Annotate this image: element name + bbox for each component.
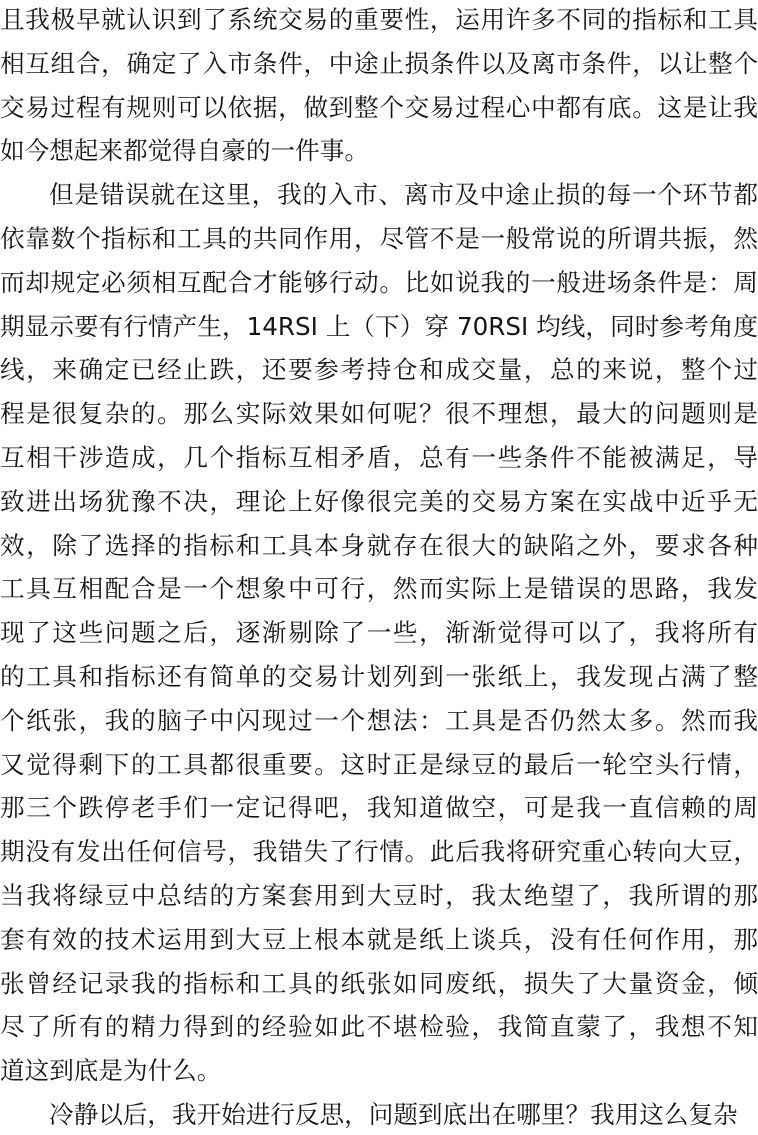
text-line: 套有效的技术运用到大豆上根本就是纸上谈兵，没有任何作用，那 [0, 924, 758, 954]
text-line: 但是错误就在这里，我的入市、离市及中途止损的每一个环节都 [49, 180, 758, 210]
text-line: 线，来确定已经止跌，还要参考持仓和成交量，总的来说，整个过 [0, 355, 758, 385]
text-line: 依靠数个指标和工具的共同作用，尽管不是一般常说的所谓共振，然 [0, 224, 758, 253]
text-line: 道这到底是为什么。 [0, 1056, 222, 1086]
text-line: 当我将绿豆中总结的方案套用到大豆时，我太绝望了，我所谓的那 [0, 881, 758, 910]
text-line: 效，除了选择的指标和工具本身就存在很大的缺陷之外，要求各种 [0, 530, 758, 560]
text-line: 那三个跌停老手们一定记得吧，我知道做空，可是我一直信赖的周 [0, 793, 758, 823]
text-line: 工具互相配合是一个想象中可行，然而实际上是错误的思路，我发 [0, 574, 758, 604]
text-line: 个纸张，我的脑子中闪现过一个想法：工具是否仍然太多。然而我 [0, 705, 758, 735]
text-line: 致进出场犹豫不决，理论上好像很完美的交易方案在实战中近乎无 [0, 486, 758, 516]
text-line: 且我极早就认识到了系统交易的重要性，运用许多不同的指标和工具 [0, 5, 758, 34]
text-line: 的工具和指标还有简单的交易计划列到一张纸上，我发现占满了整 [0, 662, 758, 691]
text-line: 期显示要有行情产生，14RSI 上（下）穿 70RSI 均线，同时参考角度 [0, 311, 758, 341]
text-line: 尽了所有的精力得到的经验如此不堪检验，我简直蒙了，我想不知 [0, 1012, 758, 1042]
text-line: 相互组合，确定了入市条件，中途止损条件以及离市条件，以让整个 [0, 48, 758, 78]
text-line: 期没有发出任何信号，我错失了行情。此后我将研究重心转向大豆， [0, 837, 758, 867]
text-line: 又觉得剩下的工具都很重要。这时正是绿豆的最后一轮空头行情， [0, 749, 758, 779]
text-line: 张曾经记录我的指标和工具的纸张如同废纸，损失了大量资金，倾 [0, 968, 758, 998]
text-line: 交易过程有规则可以依据，做到整个交易过程心中都有底。这是让我 [0, 92, 758, 122]
text-line: 如今想起来都觉得自豪的一件事。 [0, 136, 369, 166]
text-line: 而却规定必须相互配合才能够行动。比如说我的一般进场条件是：周 [0, 267, 758, 297]
text-line: 现了这些问题之后，逐渐剔除了一些，渐渐觉得可以了，我将所有 [0, 618, 758, 648]
text-line: 互相干涉造成，几个指标互相矛盾，总有一些条件不能被满足，导 [0, 443, 758, 472]
text-line: 冷静以后，我开始进行反思，问题到底出在哪里？我用这么复杂 [49, 1100, 738, 1129]
text-line: 程是很复杂的。那么实际效果如何呢？很不理想，最大的问题则是 [0, 399, 758, 429]
